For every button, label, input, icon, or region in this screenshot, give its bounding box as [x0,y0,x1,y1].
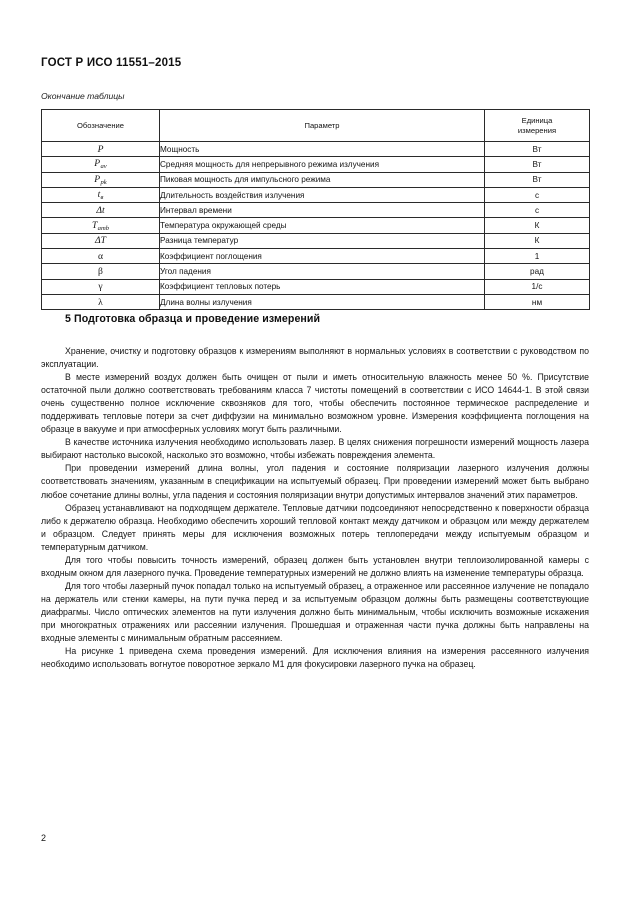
symbol-base: P [94,173,101,185]
cell-unit: нм [485,294,590,309]
symbol-subscript: pk [100,178,107,186]
symbol-subscript: av [100,163,107,171]
body-paragraph: При проведении измерений длина волны, угол падения и состояние поляризации лазерного излучения должны соответствовать значениям, указанным в спецификации на испытуемый образец. При проведении измерений может быть выбрано любое сочетание длины волны, угла падения и состояния поляризации внутри допустимых интервалов значений этих параметров. [41,463,589,500]
cell-unit: 1 [485,249,590,264]
cell-parameter: Коэффициент поглощения [160,249,485,264]
symbol-subscript: в [100,194,104,202]
column-header-unit-line1: Единица [521,116,553,126]
table-row [42,172,590,187]
symbol-base: P [94,158,101,170]
standard-designation-header: ГОСТ Р ИСО 11551–2015 [41,57,182,69]
column-header-parameter: Параметр [160,110,485,142]
body-paragraph: В месте измерений воздух должен быть очищен от пыли и иметь относительную влажность менее 50 %. Присутствие остаточной пыли должно соответствовать требованиям класса 7 чистоты помещений в соответствии с ИСО 14644-1. В этой связи очень существенно полное исключение сквозняков для того, чтобы обеспечить постоянное термическое распределение и поддерживать тепловые потери за счет диффузии на минимально возможном уровне. Измерения коэффициента поглощения на образце в вакууме и при атмосферных условиях могут быть различными. [41,372,589,435]
table-row [42,157,590,172]
table-row [42,279,590,294]
cell-parameter: Мощность [160,142,485,157]
symbol-subscript: amb [97,224,109,232]
symbol-base: Δt [96,204,105,216]
cell-symbol [42,294,160,309]
body-paragraph: На рисунке 1 приведена схема проведения измерений. Для исключения влияния на измерения рассеянного излучения необходимо использовать вогнутое поворотное зеркало М1 для фокусировки лазерного пучка на образец. [41,646,589,670]
cell-parameter: Средняя мощность для непрерывного режима излучения [160,157,485,172]
body-paragraph: Для того чтобы лазерный пучок попадал только на испытуемый образец, а отраженное или рассеянное излучение не попадало на держатель или стенки камеры, на пути пучка перед и за испытуемым образцом должны быть размещены соответствующие диафрагмы. Число оптических элементов на пути излучения должно быть минимальным, чтобы исключить возможные искажения при многократных отражениях или рассеянии излучения. Прошедшая и отраженная части пучка должны быть направлены на входные элементы с минимальным обратным рассеянием. [41,580,589,644]
table-caption: Окончание таблицы [41,91,125,101]
cell-unit: Вт [485,142,590,157]
cell-symbol [42,203,160,218]
cell-symbol [42,172,160,187]
symbol-base: ΔT [95,235,106,247]
symbol-base: γ [98,281,103,293]
column-header-symbol: Обозначение [42,110,160,142]
cell-parameter: Длина волны излучения [160,294,485,309]
table-row [42,264,590,279]
table-row [42,249,590,264]
body-text [41,345,589,671]
symbol-base: T [92,219,98,231]
cell-parameter: Длительность воздействия излучения [160,187,485,202]
cell-parameter: Разница температур [160,233,485,248]
cell-parameter: Интервал времени [160,203,485,218]
table-row [42,233,590,248]
body-paragraph: Хранение, очистку и подготовку образцов к измерениям выполняют в нормальных условиях в соответствии с руководством по эксплуатации. [41,346,589,370]
table-row [42,203,590,218]
body-paragraph: Для того чтобы повысить точность измерений, образец должен быть установлен внутри теплоизолированной камеры с входным окном для лазерного пучка. Проведение температурных измерений не должно влиять на изменение температуры образца. [41,554,589,578]
cell-symbol [42,233,160,248]
parameters-table [41,109,590,310]
symbol-base: β [98,266,103,278]
cell-symbol [42,157,160,172]
section-heading: 5 Подготовка образца и проведение измерений [65,313,321,325]
cell-unit: 1/с [485,279,590,294]
column-header-unit [485,110,590,142]
table-body [42,142,590,310]
body-paragraph: В качестве источника излучения необходимо использовать лазер. В целях снижения погрешности измерений мощность лазера выбирают настолько высокой, насколько это возможно, чтобы избежать повреждения элемента. [41,437,589,461]
column-header-unit-line2: измерения [517,125,557,135]
cell-parameter: Угол падения [160,264,485,279]
cell-unit: с [485,203,590,218]
cell-unit: с [485,187,590,202]
cell-parameter: Пиковая мощность для импульсного режима [160,172,485,187]
body-paragraph: Образец устанавливают на подходящем держателе. Тепловые датчики подсоединяют непосредственно к поверхности образца либо к держателю образца. Необходимо обеспечить хороший тепловой контакт между датчиком и образцом или между держателем и образцом. Следует принять меры для исключения возможных потерь теплопередачи между испытуемым образцом и температурным датчиком. [41,502,589,552]
cell-parameter: Температура окружающей среды [160,218,485,233]
page-number: 2 [41,833,47,843]
table-row [42,187,590,202]
cell-symbol [42,279,160,294]
table-row [42,218,590,233]
symbol-base: λ [98,296,103,308]
cell-unit: Вт [485,172,590,187]
cell-unit: К [485,233,590,248]
table-header-row [42,110,590,142]
cell-unit: рад [485,264,590,279]
table-row [42,294,590,309]
cell-symbol [42,187,160,202]
cell-symbol [42,249,160,264]
cell-parameter: Коэффициент тепловых потерь [160,279,485,294]
cell-symbol [42,218,160,233]
symbol-base: α [97,250,104,262]
cell-symbol [42,264,160,279]
cell-symbol [42,142,160,157]
cell-unit: К [485,218,590,233]
table-row [42,142,590,157]
symbol-base: P [97,143,104,155]
symbol-base: t [97,189,101,201]
cell-unit: Вт [485,157,590,172]
